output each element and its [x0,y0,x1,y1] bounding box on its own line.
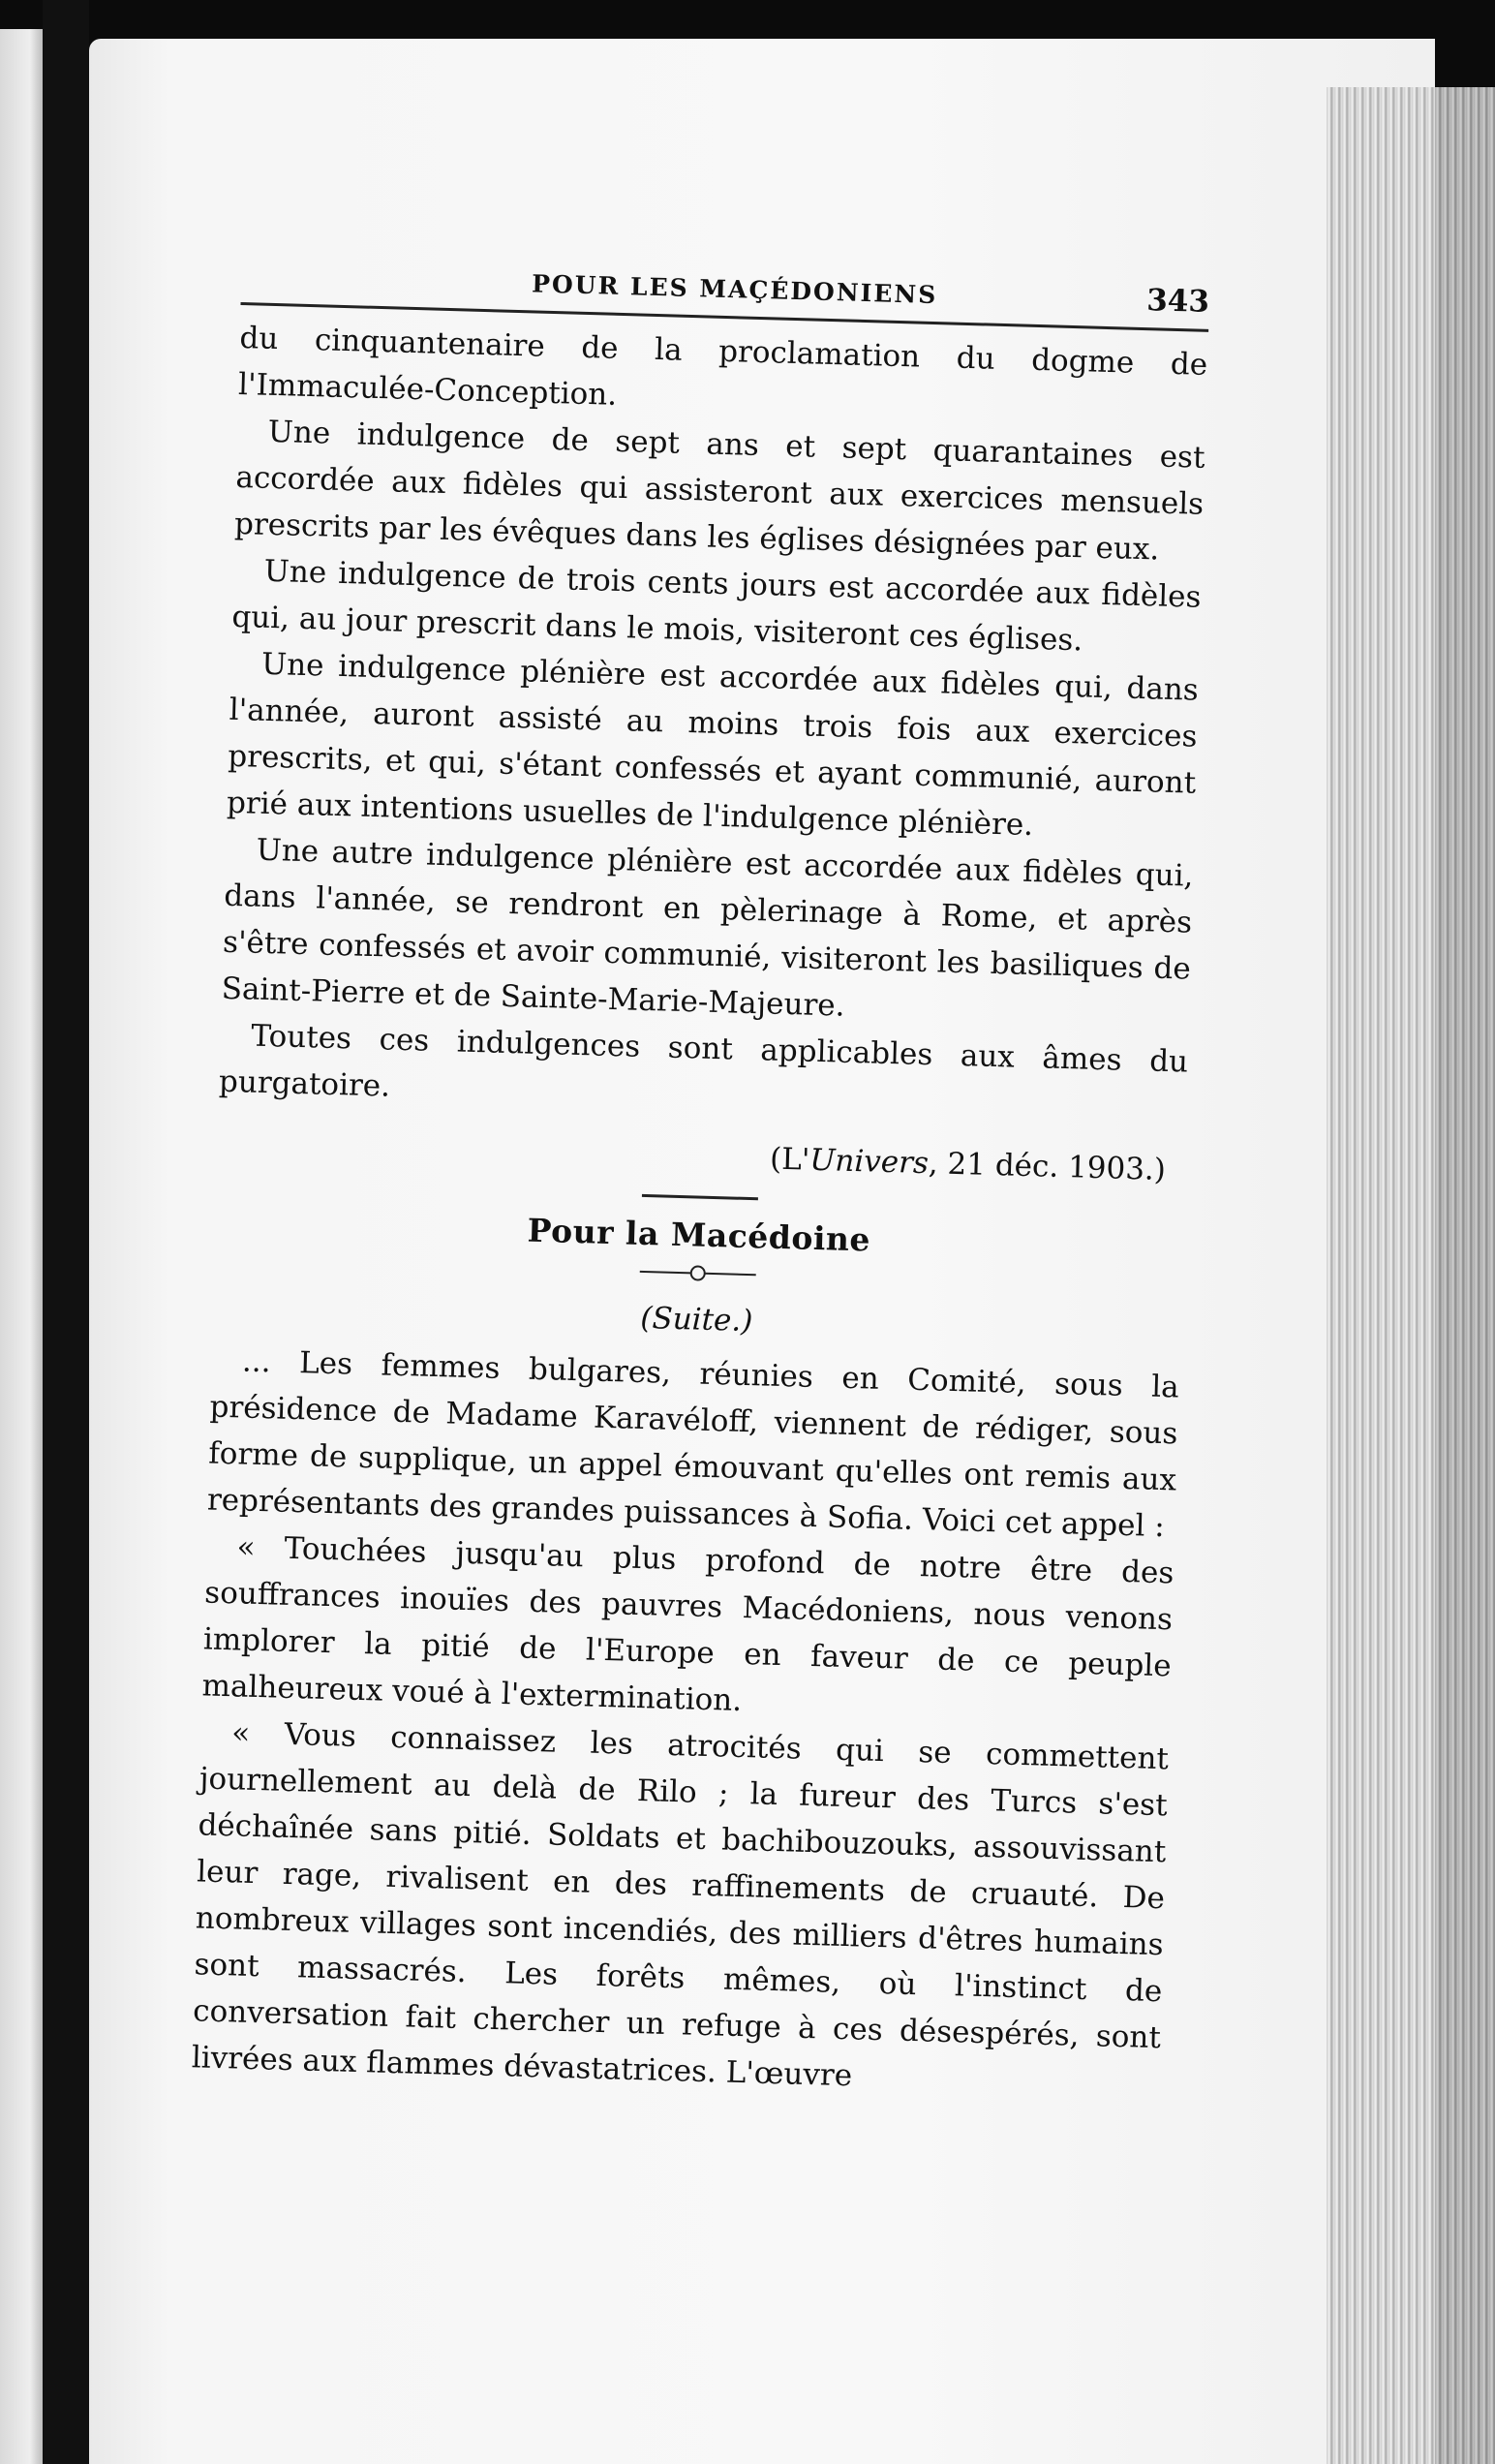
paragraph: Une autre indulgence plénière est accordée aux fidèles qui, dans l'année, se rendront en pèlerinage à Rome, et après s'être confessés et avoir communié, visiteront les basiliques de Saint-Pierre et de Sainte-Marie-Majeure. [221,832,1194,1024]
paragraph: « Touchées jusqu'au plus profond de notre être des souffrances inouïes des pauvres Macédoniens, nous venons implorer la pitié de l'Europe en faveur de ce peuple malheureux voué à l'extermination. [201,1529,1175,1718]
page-stack-edges [1327,87,1495,2464]
page-number: 343 [1145,283,1210,320]
paragraph: Une indulgence de sept ans et sept quarantaines est accordée aux fidèles qui assisteront aux exercices mensuels prescrits par les évêques dans les églises désignées par eux. [233,414,1205,568]
paragraph: « Vous connaissez les atrocités qui se commettent journellement au delà de Rilo ; la fureur des Turcs s'est déchaînée sans pitié. Soldats et bachibouzouks, assouvissant leur rage, rivalisent en des raffinements de cruauté. De nombreux villages sont incendiés, des milliers d'êtres humains sont massacrés. Les forêts mêmes, où l'instinct de conversation fait chercher un refuge à ces désespérés, sont livrées aux flammes dévastatrices. L'œuvre [191,1715,1170,2094]
book-gutter [43,0,89,2464]
section-title: Pour la Macédoine [527,1211,871,1259]
page-content [191,252,1209,2108]
source-open: (L' [769,1141,810,1178]
source-citation [217,1119,1167,1195]
section-divider [642,1194,758,1200]
title-ornament [639,1262,756,1284]
paragraph: ... Les femmes bulgares, réunies en Comité, sous la présidence de Madame Karavéloff, viennent de rédiger, sous forme de supplique, un appel émouvant qu'elles ont remis aux représentants des grandes puissances à Sofia. Voici cet appel : [206,1343,1180,1545]
ornament-circle [690,1265,706,1280]
section-subtitle: (Suite.) [639,1300,753,1340]
paragraph: Une indulgence plénière est accordée aux fidèles qui, dans l'année, auront assisté au moins trois fois aux exercices prescrits, et qui, s'étant confessés et ayant communié, auront prié aux intentions usuelles de l'indulgence plénière. [226,646,1200,844]
adjacent-page-edge [0,29,43,2464]
paragraph: Toutes ces indulgences sont applicables aux âmes du purgatoire. [218,1018,1189,1104]
paragraph: Une indulgence de trois cents jours est accordée aux fidèles qui, au jour prescrit dans le mois, visiteront ces églises. [230,553,1202,659]
paragraph: du cinquantenaire de la proclamation du dogme de l'Immaculée-Conception. [237,320,1208,413]
source-publication: Univers [809,1142,930,1182]
running-title: POUR LES MAÇÉDONIENS [531,269,938,310]
source-date: , 21 déc. 1903.) [928,1146,1167,1187]
